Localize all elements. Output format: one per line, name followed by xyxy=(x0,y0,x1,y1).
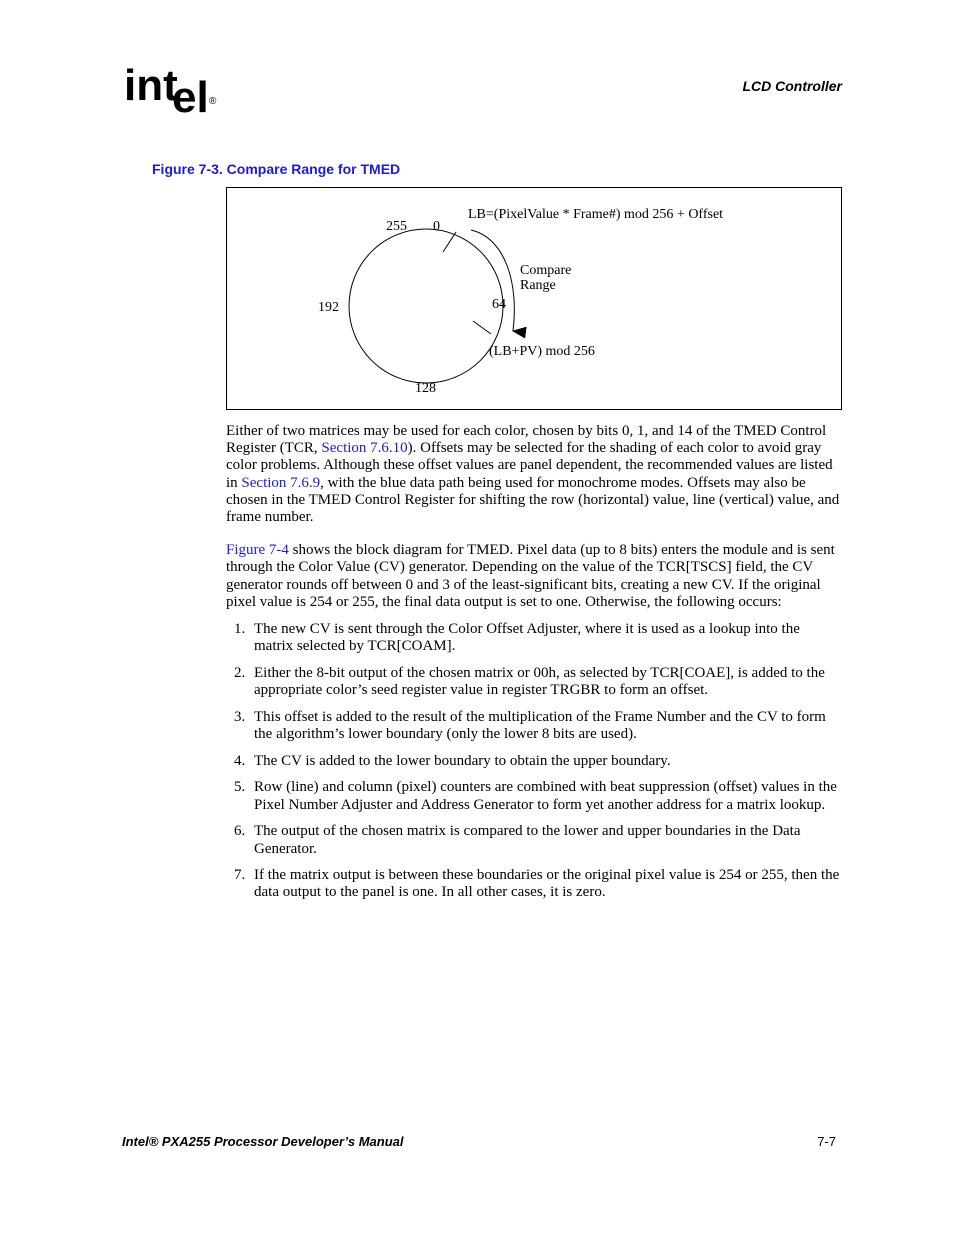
link-section-7-6-10[interactable]: Section 7.6.10 xyxy=(321,440,408,457)
value-circle xyxy=(349,229,503,383)
label-0: 0 xyxy=(433,219,440,234)
step-text: If the matrix output is between these boundaries or the original pixel value is 254 or 255, then the data output to the panel is one. In all other cases, it is zero. xyxy=(254,867,840,901)
step-number: 1. xyxy=(234,621,246,638)
link-figure-7-4[interactable]: Figure 7-4 xyxy=(226,542,289,559)
list-item xyxy=(226,753,842,770)
step-text: Row (line) and column (pixel) counters are combined with beat suppression (offset) values in the Pixel Number Adjuster and Address Generator to form yet another address for a matrix lookup. xyxy=(254,779,837,813)
label-ub-formula: (LB+PV) mod 256 xyxy=(489,344,595,359)
list-item xyxy=(226,867,842,901)
label-128: 128 xyxy=(415,381,436,396)
p1-text-2: ). Offsets may be selected for the shading of each color to avoid gray color problems. Although these offset values are panel dependent, the recommended values are listed in xyxy=(226,440,833,491)
list-item xyxy=(226,709,842,743)
p2-text: shows the block diagram for TMED. Pixel data (up to 8 bits) enters the module and is sent through the Color Value (CV) generator. Depending on the value of the TCR[TSCS] field, the CV generator rounds off between 0 and 3 of the least-significant bits, creating a new CV. If the original pixel value is 254 or 255, the final data output is set to one. Otherwise, the following occurs: xyxy=(226,542,835,610)
step-number: 3. xyxy=(234,708,246,725)
step-number: 4. xyxy=(234,752,246,769)
list-item xyxy=(226,665,842,699)
figure-compare-range xyxy=(226,187,842,410)
lb-tick xyxy=(443,232,456,252)
ub-tick xyxy=(473,321,491,334)
list-item xyxy=(226,823,842,857)
logo-registered: ® xyxy=(209,96,217,107)
step-number: 2. xyxy=(234,664,246,681)
p1-text-3: , with the blue data path being used for monochrome modes. Offsets may also be chosen in the TMED Control Register for shifting the row (horizontal) value, line (vertical) value, and frame number. xyxy=(226,474,840,526)
step-text: This offset is added to the result of the multiplication of the Frame Number and the CV to form the algorithm’s lower boundary (only the lower 8 bits are used). xyxy=(254,708,826,743)
label-255: 255 xyxy=(386,219,407,234)
step-text: The output of the chosen matrix is compared to the lower and upper boundaries in the Data Generator. xyxy=(254,823,801,857)
paragraph-1 xyxy=(226,423,842,526)
section-title: LCD Controller xyxy=(742,78,842,94)
label-64: 64 xyxy=(492,297,506,312)
steps-list xyxy=(226,621,842,902)
step-number: 6. xyxy=(234,823,246,840)
step-text: The CV is added to the lower boundary to obtain the upper boundary. xyxy=(254,752,671,769)
list-item xyxy=(226,779,842,813)
link-section-7-6-9[interactable]: Section 7.6.9 xyxy=(241,474,321,491)
list-item xyxy=(226,621,842,655)
body-text xyxy=(226,423,842,911)
logo-el: el xyxy=(172,73,209,120)
footer-page-number: 7-7 xyxy=(817,1134,836,1149)
figure-caption: Figure 7-3. Compare Range for TMED xyxy=(152,161,401,177)
paragraph-2 xyxy=(226,542,842,611)
footer-manual-title: Intel® PXA255 Processor Developer’s Manual xyxy=(122,1134,404,1149)
p1-text-1: Either of two matrices may be used for each color, chosen by bits 0, 1, and 14 of the TMED Control Register (TCR, xyxy=(226,423,827,457)
label-compare: Compare xyxy=(520,263,572,278)
intel-logo xyxy=(122,62,222,120)
logo-int: int xyxy=(124,62,178,110)
compare-range-diagram xyxy=(227,188,843,411)
step-text: Either the 8-bit output of the chosen matrix or 00h, as selected by TCR[COAE], is added to the appropriate color’s seed register value in register TRGBR to form an offset. xyxy=(254,664,825,699)
step-number: 7. xyxy=(234,867,246,884)
step-text: The new CV is sent through the Color Offset Adjuster, where it is used as a lookup into the matrix selected by TCR[COAM]. xyxy=(254,621,800,655)
label-range: Range xyxy=(520,278,556,293)
step-number: 5. xyxy=(234,779,246,796)
label-lb-formula: LB=(PixelValue * Frame#) mod 256 + Offset xyxy=(468,207,724,222)
label-192: 192 xyxy=(318,300,339,315)
compare-range-arrow xyxy=(471,230,514,331)
